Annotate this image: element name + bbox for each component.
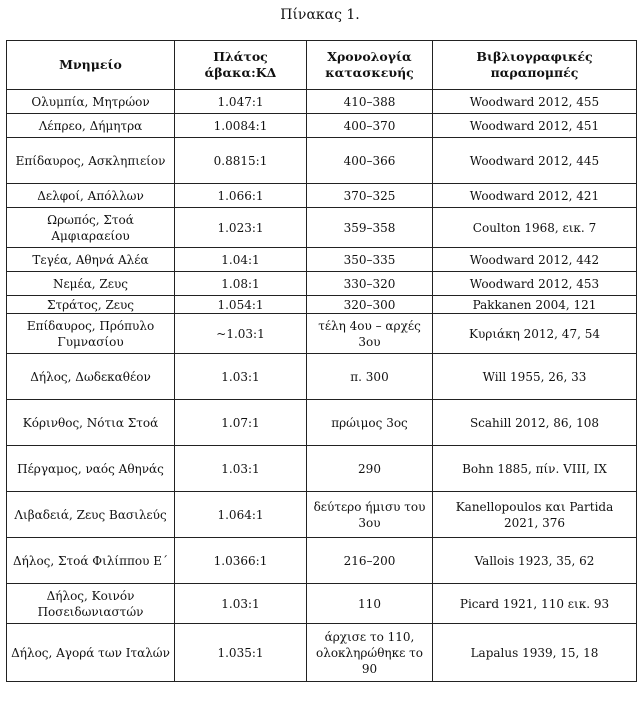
table-row [7,446,637,492]
cell-construction-date: 290 [307,446,433,492]
cell-references: Woodward 2012, 421 [433,184,637,208]
cell-references: Vallois 1923, 35, 62 [433,538,637,584]
cell-abacus-ratio: 1.07:1 [175,400,307,446]
cell-abacus-ratio: 1.0366:1 [175,538,307,584]
cell-monument: Κόρινθος, Νότια Στοά [7,400,175,446]
cell-monument: Ωρωπός, Στοά Αμφιαραείου [7,208,175,248]
cell-monument: Πέργαμος, ναός Αθηνάς [7,446,175,492]
cell-references: Lapalus 1939, 15, 18 [433,624,637,682]
cell-construction-date: 359–358 [307,208,433,248]
cell-abacus-ratio: 1.03:1 [175,446,307,492]
cell-construction-date: 400–366 [307,138,433,184]
cell-monument: Δελφοί, Απόλλων [7,184,175,208]
cell-monument: Ολυμπία, Μητρώον [7,90,175,114]
cell-abacus-ratio: 0.8815:1 [175,138,307,184]
cell-abacus-ratio: 1.08:1 [175,272,307,296]
cell-references: Woodward 2012, 445 [433,138,637,184]
cell-monument: Λιβαδειά, Ζευς Βασιλεύς [7,492,175,538]
cell-construction-date: 370–325 [307,184,433,208]
cell-monument: Δήλος, Στοά Φιλίππου Ε΄ [7,538,175,584]
cell-abacus-ratio: 1.047:1 [175,90,307,114]
cell-construction-date: π. 300 [307,354,433,400]
table-row [7,538,637,584]
cell-monument: Στράτος, Ζευς [7,296,175,314]
table-row [7,272,637,296]
table-caption: Πίνακας 1. [280,7,360,23]
cell-abacus-ratio: 1.03:1 [175,584,307,624]
cell-construction-date: 350–335 [307,248,433,272]
cell-references: Pakkanen 2004, 121 [433,296,637,314]
table-row [7,184,637,208]
table-row [7,624,637,682]
cell-references: Picard 1921, 110 εικ. 93 [433,584,637,624]
cell-monument: Επίδαυρος, Ασκληπιείον [7,138,175,184]
header-row [7,41,637,90]
table-row [7,248,637,272]
cell-references: Woodward 2012, 453 [433,272,637,296]
cell-references: Woodward 2012, 442 [433,248,637,272]
table-row [7,208,637,248]
cell-references: Woodward 2012, 451 [433,114,637,138]
cell-monument: Δήλος, Κοινόν Ποσειδωνιαστών [7,584,175,624]
cell-construction-date: 216–200 [307,538,433,584]
header-references: Βιβλιογραφικές παραπομπές [433,41,637,90]
cell-construction-date: δεύτερο ήμισυ του 3ου [307,492,433,538]
header-construction-date: Χρονολογία κατασκευής [307,41,433,90]
cell-abacus-ratio: 1.035:1 [175,624,307,682]
cell-abacus-ratio: 1.023:1 [175,208,307,248]
table-header [7,41,637,90]
cell-construction-date: 110 [307,584,433,624]
cell-monument: Τεγέα, Αθηνά Αλέα [7,248,175,272]
cell-abacus-ratio: 1.0084:1 [175,114,307,138]
cell-monument: Δήλος, Δωδεκαθέον [7,354,175,400]
cell-monument: Επίδαυρος, Πρόπυλο Γυμνασίου [7,314,175,354]
cell-abacus-ratio: 1.04:1 [175,248,307,272]
table-row [7,584,637,624]
table-row [7,492,637,538]
cell-abacus-ratio: 1.066:1 [175,184,307,208]
cell-abacus-ratio: 1.054:1 [175,296,307,314]
cell-abacus-ratio: 1.03:1 [175,354,307,400]
table-body [7,90,637,682]
table-row [7,400,637,446]
cell-monument: Λέπρεο, Δήμητρα [7,114,175,138]
table-row [7,314,637,354]
cell-construction-date: άρχισε το 110, ολοκληρώθηκε το 90 [307,624,433,682]
cell-construction-date: 330–320 [307,272,433,296]
cell-references: Scahill 2012, 86, 108 [433,400,637,446]
table-row [7,354,637,400]
cell-monument: Δήλος, Αγορά των Ιταλών [7,624,175,682]
cell-construction-date: 400–370 [307,114,433,138]
cell-abacus-ratio: ~1.03:1 [175,314,307,354]
header-monument: Μνημείο [7,41,175,90]
cell-references: Bohn 1885, πίν. VIII, IX [433,446,637,492]
cell-construction-date: πρώιμος 3ος [307,400,433,446]
cell-monument: Νεμέα, Ζευς [7,272,175,296]
header-abacus-ratio: Πλάτος άβακα:ΚΔ [175,41,307,90]
cell-abacus-ratio: 1.064:1 [175,492,307,538]
cell-references: Κυριάκη 2012, 47, 54 [433,314,637,354]
table-row [7,90,637,114]
cell-references: Will 1955, 26, 33 [433,354,637,400]
cell-references: Kanellopoulos και Partida 2021, 376 [433,492,637,538]
table-row [7,114,637,138]
cell-construction-date: 320–300 [307,296,433,314]
table-row [7,138,637,184]
table-row [7,296,637,314]
cell-references: Coulton 1968, εικ. 7 [433,208,637,248]
cell-construction-date: τέλη 4ου – αρχές 3ου [307,314,433,354]
cell-construction-date: 410–388 [307,90,433,114]
cell-references: Woodward 2012, 455 [433,90,637,114]
monuments-table [6,40,637,682]
